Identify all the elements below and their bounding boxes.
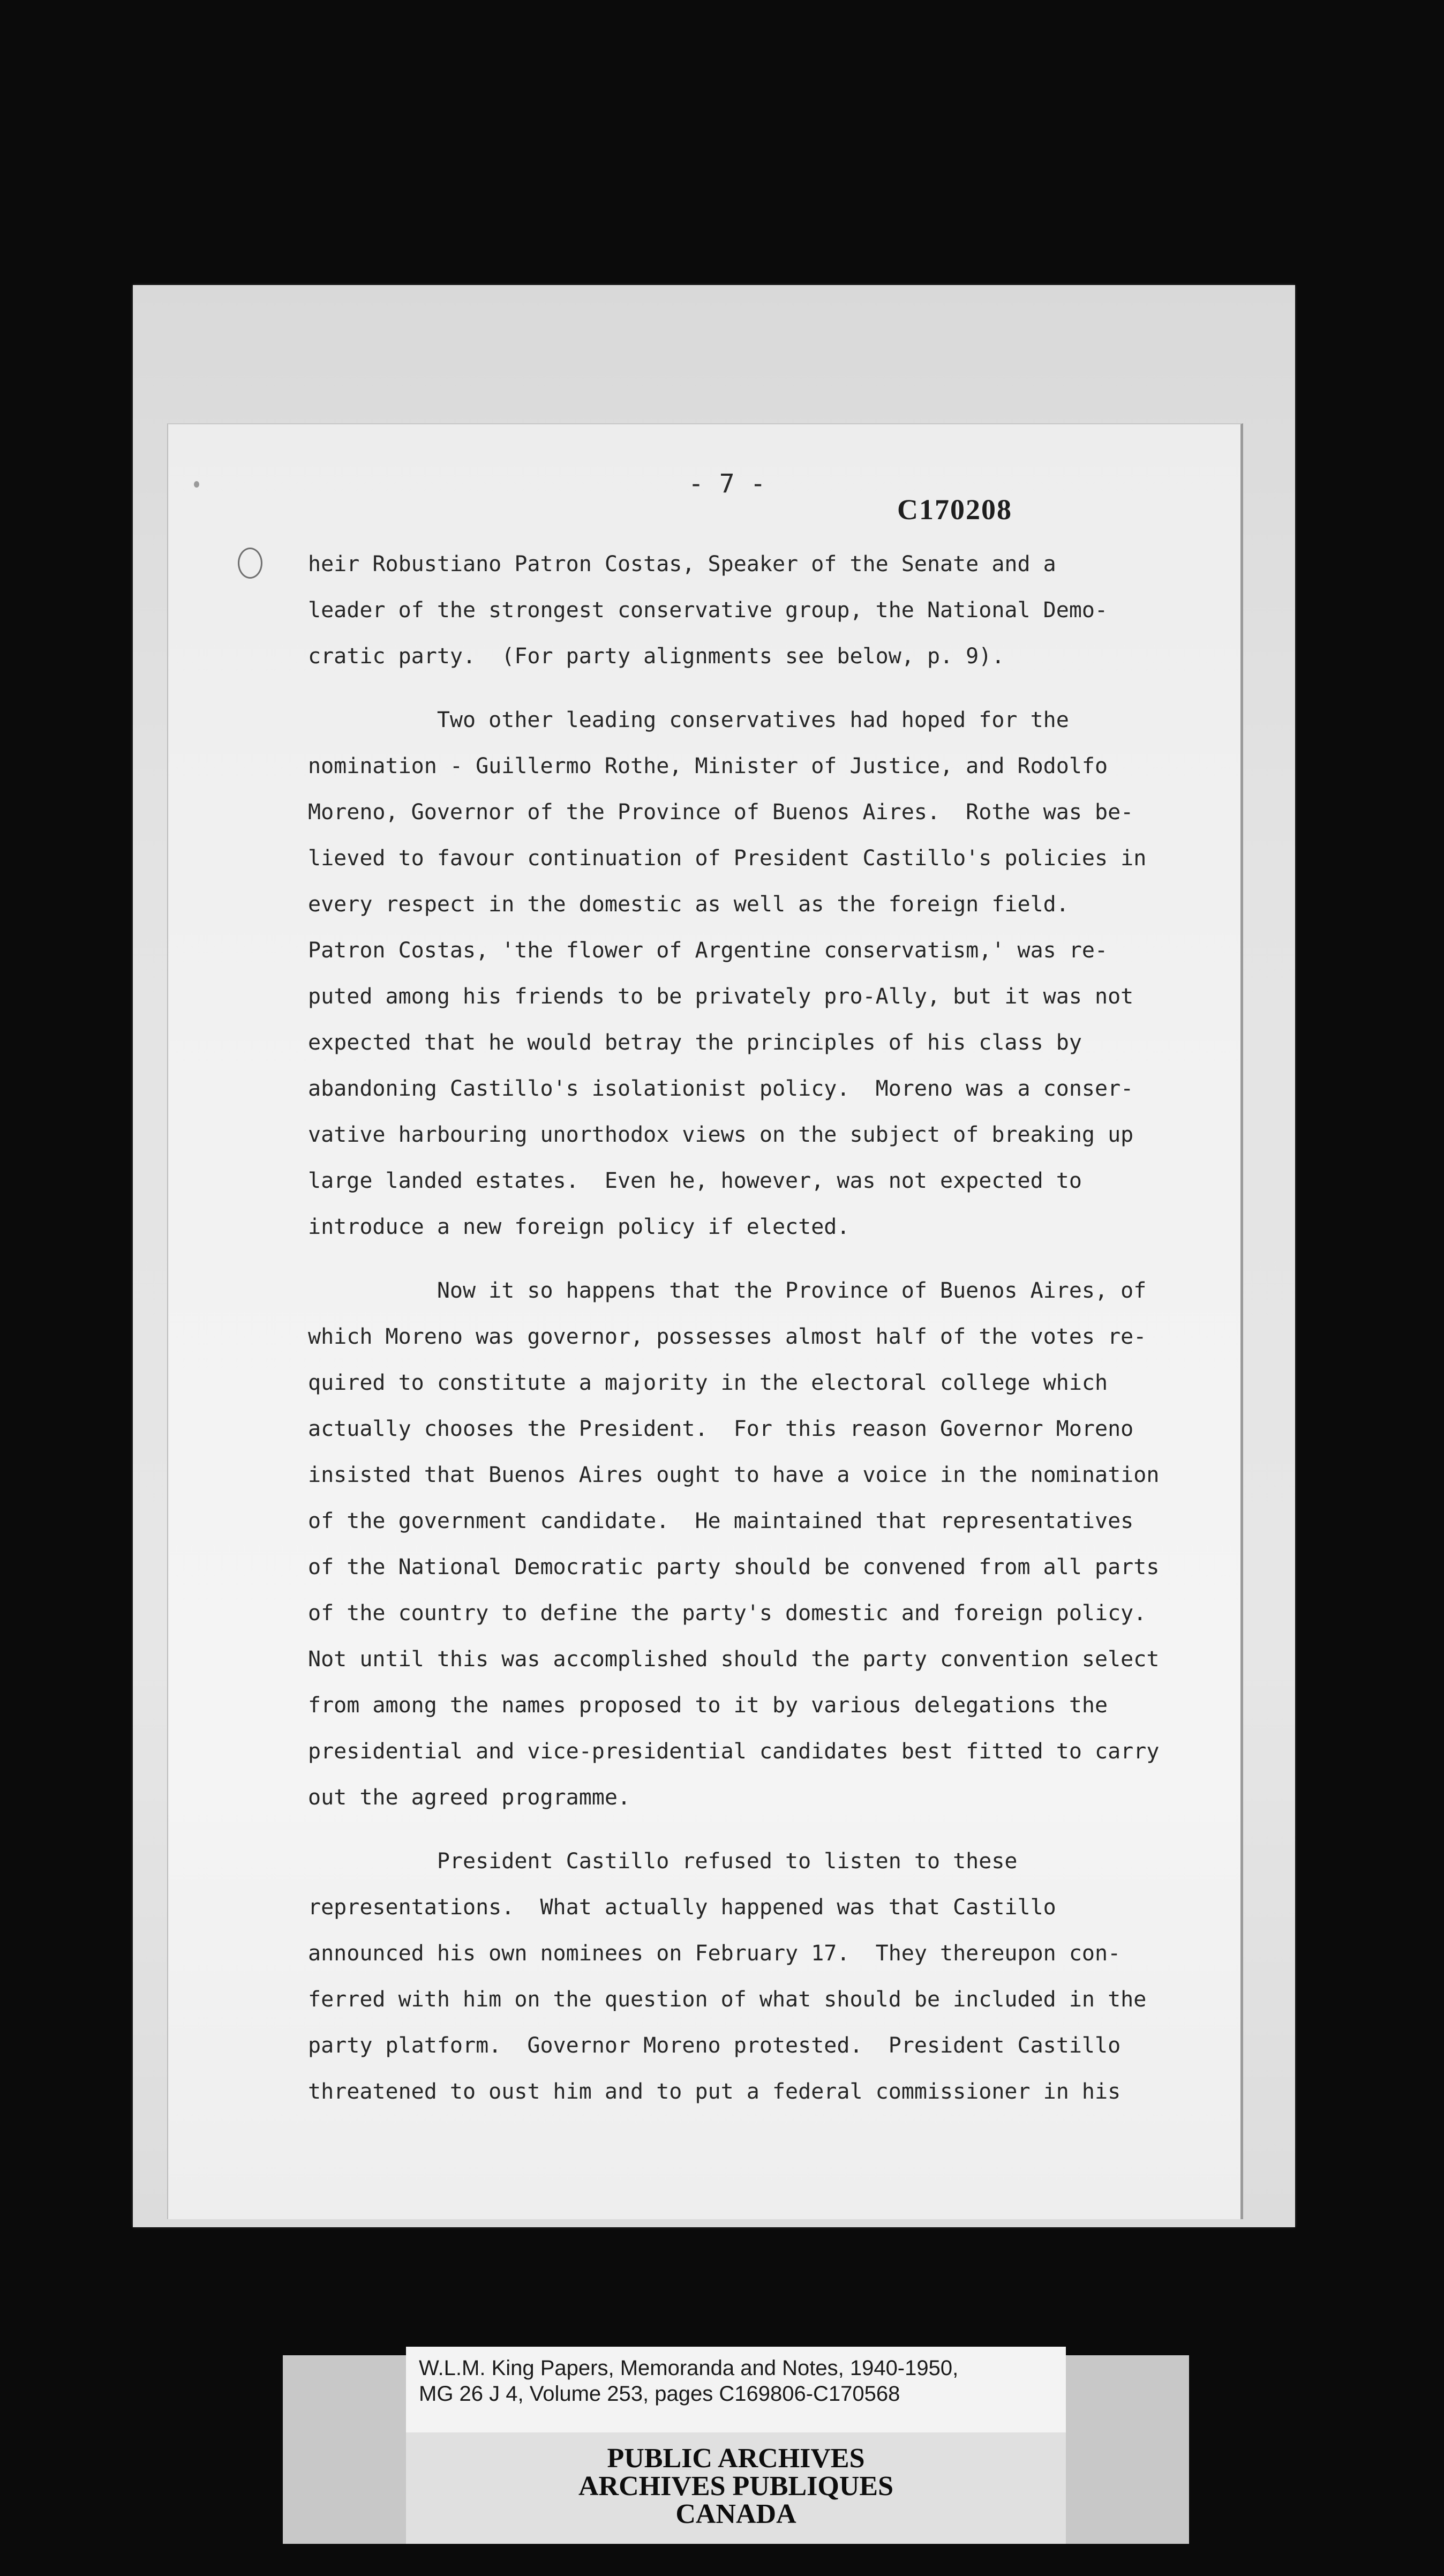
text-line: actually chooses the President. For this reason Governor Moreno <box>308 1417 1134 1441</box>
document-id: C170208 <box>897 493 1012 526</box>
text-line: leader of the strongest conservative group, the National Demo- <box>308 598 1108 623</box>
archives-name-french: ARCHIVES PUBLIQUES <box>578 2471 894 2502</box>
text-line: Now it so happens that the Province of Buenos Aires, of <box>308 1278 1147 1303</box>
text-line: lieved to favour continuation of President Castillo's policies in <box>308 846 1147 871</box>
text-line: of the National Democratic party should be convened from all parts <box>308 1555 1160 1579</box>
text-line: every respect in the domestic as well as the foreign field. <box>308 892 1069 917</box>
text-line: ferred with him on the question of what should be included in the <box>308 1987 1147 2012</box>
text-line: Two other leading conservatives had hoped for the <box>308 708 1069 732</box>
text-line: Patron Costas, 'the flower of Argentine conservatism,' was re- <box>308 938 1108 963</box>
text-line: out the agreed programme. <box>308 1785 631 1810</box>
text-line: party platform. Governor Moreno protested. President Castillo <box>308 2033 1121 2058</box>
text-line: introduce a new foreign policy if elected. <box>308 1215 850 1239</box>
text-line: of the government candidate. He maintained that representatives <box>308 1509 1134 1533</box>
text-line: Not until this was accomplished should the party convention select <box>308 1647 1160 1672</box>
text-line: abandoning Castillo's isolationist policy. Moreno was a conser- <box>308 1076 1134 1101</box>
punch-hole-mark <box>238 548 262 579</box>
text-line: from among the names proposed to it by various delegations the <box>308 1693 1108 1718</box>
archive-citation-line-2: MG 26 J 4, Volume 253, pages C169806-C170568 <box>419 2382 900 2406</box>
paragraph-4 <box>308 1838 1219 2115</box>
text-line: insisted that Buenos Aires ought to have a voice in the nomination <box>308 1463 1160 1487</box>
text-line: announced his own nominees on February 17. They thereupon con- <box>308 1941 1121 1966</box>
archive-citation-line-1: W.L.M. King Papers, Memoranda and Notes, 1940-1950, <box>419 2356 959 2380</box>
text-line: puted among his friends to be privately pro-Ally, but it was not <box>308 984 1134 1009</box>
paragraph-2 <box>308 697 1219 1250</box>
text-line: which Moreno was governor, possesses almost half of the votes re- <box>308 1324 1147 1349</box>
text-line: of the country to define the party's domestic and foreign policy. <box>308 1601 1147 1626</box>
text-line: vative harbouring unorthodox views on the subject of breaking up <box>308 1122 1134 1147</box>
text-line: large landed estates. Even he, however, was not expected to <box>308 1169 1082 1193</box>
archives-country: CANADA <box>675 2499 796 2529</box>
paragraph-3 <box>308 1268 1219 1821</box>
text-line: representations. What actually happened was that Castillo <box>308 1895 1056 1920</box>
text-line: cratic party. (For party alignments see below, p. 9). <box>308 644 1005 669</box>
text-line: threatened to oust him and to put a federal commissioner in his <box>308 2079 1121 2104</box>
paper-speck <box>194 481 199 488</box>
archives-name-english: PUBLIC ARCHIVES <box>607 2443 865 2474</box>
page-number: - 7 - <box>688 469 766 499</box>
memo-body <box>308 541 1219 2115</box>
text-line: Moreno, Governor of the Province of Buenos Aires. Rothe was be- <box>308 800 1134 825</box>
text-line: quired to constitute a majority in the electoral college which <box>308 1371 1108 1395</box>
paragraph-1 <box>308 541 1219 679</box>
text-line: heir Robustiano Patron Costas, Speaker of the Senate and a <box>308 552 1056 576</box>
text-line: President Castillo refused to listen to these <box>308 1849 1018 1874</box>
text-line: presidential and vice-presidential candidates best fitted to carry <box>308 1739 1160 1764</box>
text-line: expected that he would betray the principles of his class by <box>308 1030 1082 1055</box>
text-line: nomination - Guillermo Rothe, Minister of Justice, and Rodolfo <box>308 754 1108 778</box>
